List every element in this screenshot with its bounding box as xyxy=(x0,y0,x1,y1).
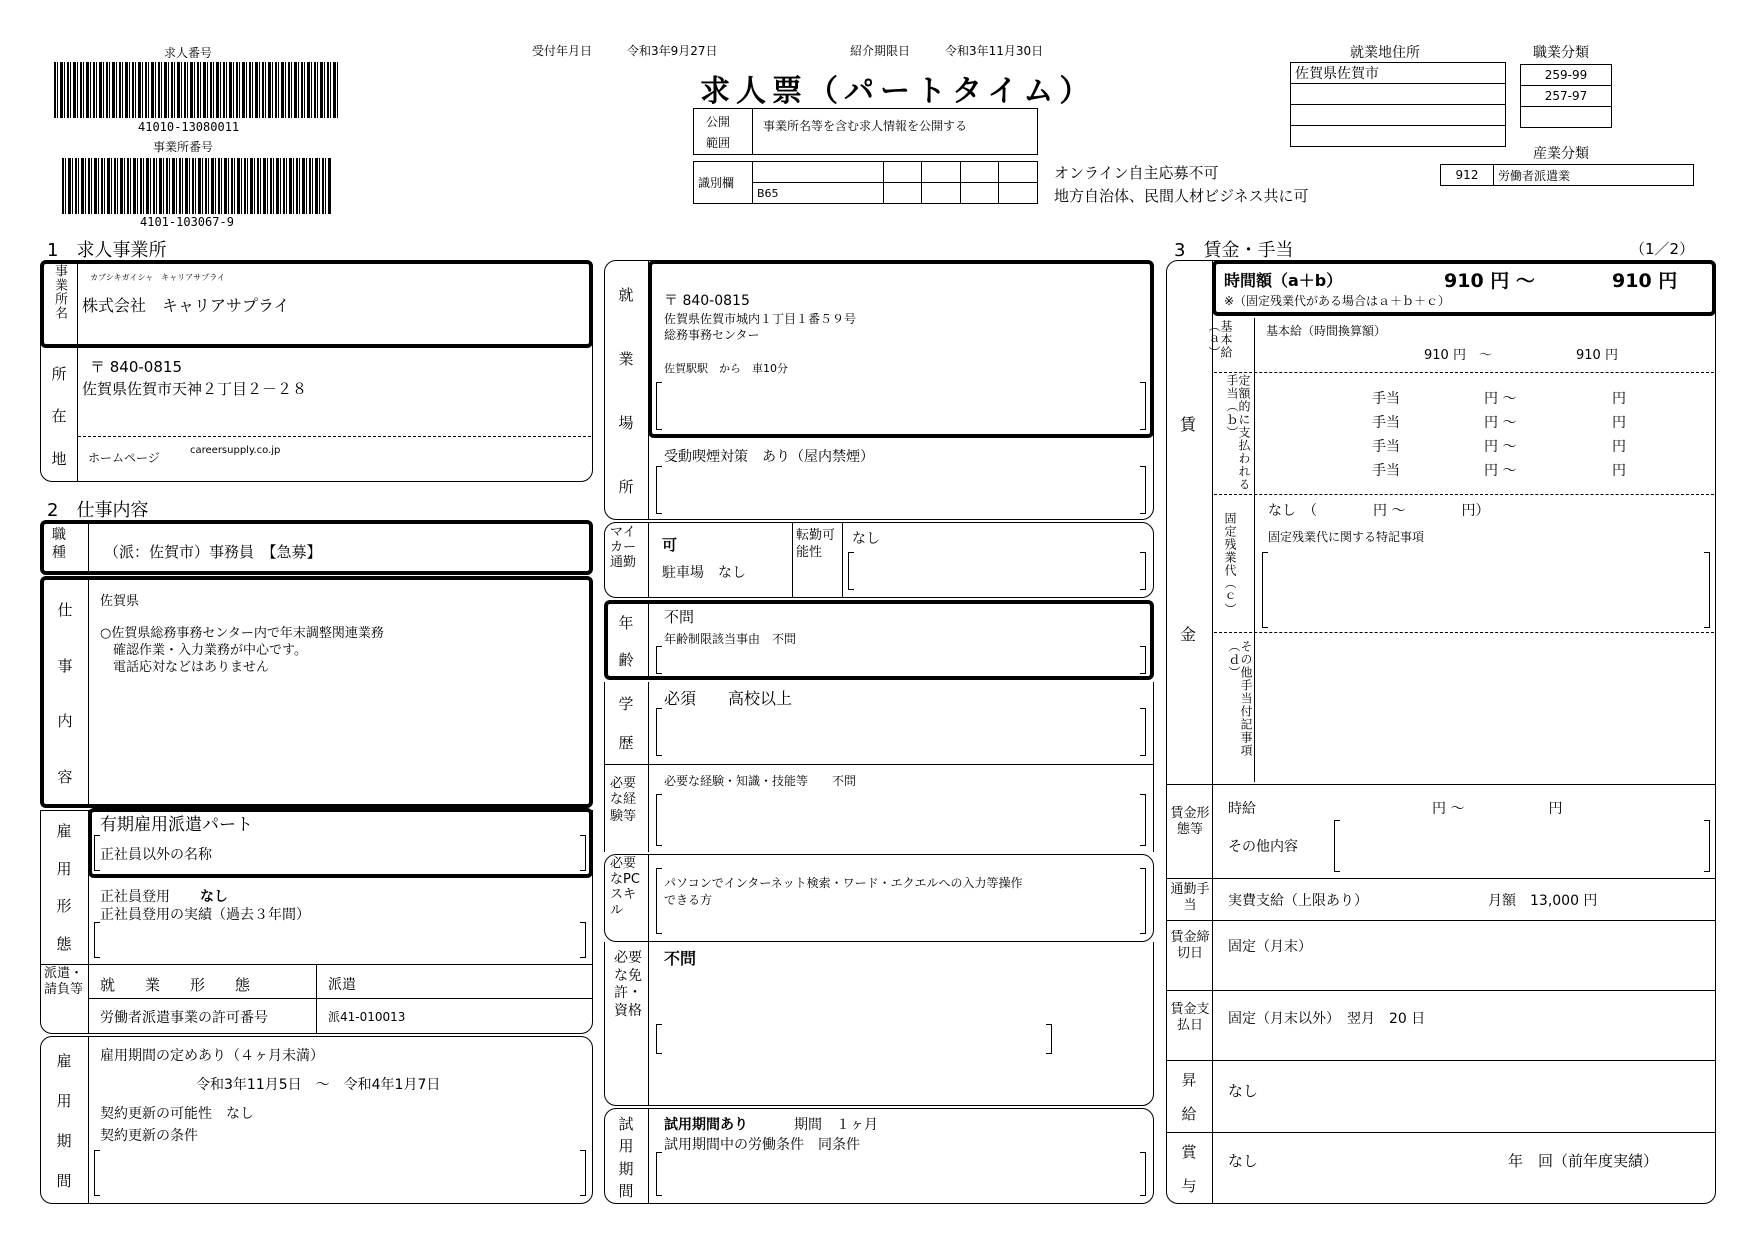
work-form: 派遣 xyxy=(328,977,356,993)
page-title: 求人票（パートタイム） xyxy=(700,74,1096,109)
work-address-label: 就業地住所 xyxy=(1350,45,1420,61)
office-number-barcode xyxy=(62,158,332,214)
employment-type: 有期雇用派遣パート xyxy=(100,815,253,835)
hourly-note: ※（固定残業代がある場合はａ＋ｂ＋ｃ） xyxy=(1224,294,1451,308)
other-label: その他手当付記事項（ｄ） xyxy=(1227,640,1253,757)
period-type: 雇用期間の定めあり（４ヶ月未満） xyxy=(100,1048,324,1064)
job-class-table xyxy=(1520,64,1612,128)
job-class-1: 259-99 xyxy=(1521,65,1612,86)
trial-cond: 試用期間中の労働条件 同条件 xyxy=(664,1137,860,1153)
online-note-1: オンライン自主応募不可 xyxy=(1054,164,1219,182)
age: 不問 xyxy=(664,608,695,626)
trial-label: 試 用 期 間 xyxy=(618,1114,634,1201)
ident-table xyxy=(693,161,1038,204)
parking: 駐車場 なし xyxy=(662,565,746,581)
job-number-barcode xyxy=(54,62,338,118)
company-name-label: 事業所名 xyxy=(52,264,67,320)
industry-code: 912 xyxy=(1441,165,1494,186)
edu-label: 学 歴 xyxy=(618,695,634,752)
company-postal: 〒 840-0815 xyxy=(90,358,182,376)
referral-deadline-label: 紹介期限日 xyxy=(850,44,911,58)
work-address: 佐賀県佐賀市 xyxy=(1291,63,1506,84)
other-content: その他内容 xyxy=(1228,839,1298,855)
permit-label: 労働者派遣事業の許可番号 xyxy=(100,1010,268,1026)
work-content-3: 確認作業・入力業務が中心です。 xyxy=(100,643,307,658)
exp-label: 必要な経験等 xyxy=(610,776,637,824)
regular-promo: なし xyxy=(200,889,228,905)
work-content-2: ○佐賀県総務事務センター内で年末調整関連業務 xyxy=(100,626,384,641)
smoking: 受動喫煙対策 あり（屋内禁煙） xyxy=(664,449,874,465)
allowance-2-from: 円 ～ xyxy=(1484,415,1517,431)
renewal-cond: 契約更新の条件 xyxy=(100,1128,198,1144)
homepage-label: ホームページ xyxy=(88,451,160,465)
reception-date: 令和3年9月27日 xyxy=(627,44,718,58)
renewal: 契約更新の可能性 なし xyxy=(100,1106,254,1122)
base-desc: 基本給（時間換算額） xyxy=(1266,324,1387,338)
regular-promo-label: 正社員登用 xyxy=(100,889,170,905)
allowance-3-from: 円 ～ xyxy=(1484,439,1517,455)
job-number-label: 求人番号 xyxy=(164,46,213,60)
publish-label-2: 範囲 xyxy=(706,136,731,150)
work-content-1: 佐賀県 xyxy=(100,594,140,609)
transfer-label: 転勤可能性 xyxy=(796,528,836,560)
base-max: 910 円 xyxy=(1576,348,1618,363)
pc-1: パソコンでインターネット検索・ワード・エクエルへの入力等操作 xyxy=(664,876,1023,890)
page-number: （1／2） xyxy=(1630,240,1695,258)
job-class-label: 職業分類 xyxy=(1533,45,1589,61)
work-content-box xyxy=(40,576,593,808)
publish-value: 事業所名等を含む求人情報を公開する xyxy=(763,119,968,133)
workplace-postal: 〒 840-0815 xyxy=(664,293,750,309)
age-label: 年 齢 xyxy=(618,614,634,669)
transfer: なし xyxy=(852,531,880,547)
dispatch-label: 派遣・請負等 xyxy=(44,966,84,998)
cutoff: 固定（月末） xyxy=(1228,939,1312,955)
allowance-4: 手当 xyxy=(1372,463,1400,479)
company-address: 佐賀県佐賀市天神２丁目２－２８ xyxy=(82,380,308,398)
section1-heading: 1 求人事業所 xyxy=(47,240,167,261)
online-note-2: 地方自治体、民間人材ビジネス共に可 xyxy=(1054,187,1309,205)
payday: 固定（月末以外） 翌月 20 日 xyxy=(1228,1011,1426,1027)
workplace-label: 就 業 場 所 xyxy=(618,285,634,496)
fixed-ot-note: 固定残業代に関する特記事項 xyxy=(1268,530,1425,544)
raise-label: 昇 給 xyxy=(1181,1070,1197,1123)
age-limit: 年齢制限該当事由 不問 xyxy=(664,632,797,646)
commute: 実費支給（上限あり） xyxy=(1228,893,1368,909)
work-form-label: 就 業 形 態 xyxy=(100,976,251,994)
trial: 試用期間あり xyxy=(664,1117,748,1133)
hourly-max: 910 円 xyxy=(1612,270,1678,292)
regular-record: 正社員登用の実績（過去３年間） xyxy=(100,907,310,923)
job-type: （派：佐賀市）事務員 【急募】 xyxy=(104,543,322,561)
allowance-4-yen: 円 xyxy=(1612,463,1626,479)
reception-date-label: 受付年月日 xyxy=(532,44,593,58)
period-label: 雇 用 期 間 xyxy=(56,1051,72,1190)
company-name-kana: カブシキガイシャ キャリアサプライ xyxy=(90,273,226,282)
fixed-ot-label: 固定残業代（ｃ） xyxy=(1223,512,1237,616)
work-content-label: 仕 事 内 容 xyxy=(57,601,73,786)
allowance-3: 手当 xyxy=(1372,439,1400,455)
company-address-label: 所 在 地 xyxy=(51,364,67,469)
allowance-2-yen: 円 xyxy=(1612,415,1626,431)
pc-2: できる方 xyxy=(664,893,713,907)
workplace-center: 総務事務センター xyxy=(664,328,760,342)
work-address-table xyxy=(1290,62,1506,147)
commute-amount: 月額 13,000 円 xyxy=(1488,893,1598,909)
hourly-min: 910 円 ～ xyxy=(1444,270,1535,292)
allowance-2: 手当 xyxy=(1372,415,1400,431)
industry-table xyxy=(1440,164,1694,186)
homepage-url[interactable]: careersupply.co.jp xyxy=(190,445,281,456)
allowance-1-yen: 円 xyxy=(1612,391,1626,407)
cutoff-label: 賃金締切日 xyxy=(1170,930,1210,961)
workplace-address: 佐賀県佐賀市城内１丁目１番５９号 xyxy=(664,312,857,326)
section3-heading: 3 賃金・手当 xyxy=(1174,240,1294,261)
permit: 派41-010013 xyxy=(328,1010,406,1024)
hourly-form-range: 円 ～ 円 xyxy=(1432,801,1563,817)
trial-period: 期間 １ヶ月 xyxy=(794,1117,878,1133)
wage-label-2: 金 xyxy=(1180,625,1197,644)
workplace-main-box xyxy=(648,260,1154,438)
base-label: 基本給（ａ） xyxy=(1207,320,1233,359)
work-content-4: 電話応対などはありません xyxy=(100,660,270,675)
license-label: 必要な免許・資格 xyxy=(614,950,642,1019)
payday-label: 賃金支払日 xyxy=(1170,1002,1210,1033)
raise: なし xyxy=(1228,1082,1259,1100)
allow-label: 定額的に支払われる手当（ｂ） xyxy=(1225,374,1251,491)
office-number: 4101-103067-9 xyxy=(140,215,234,229)
office-number-label: 事業所番号 xyxy=(153,140,214,154)
allowance-3-yen: 円 xyxy=(1612,439,1626,455)
non-regular-name: 正社員以外の名称 xyxy=(100,847,212,863)
exp: 必要な経験・知識・技能等 不問 xyxy=(664,774,857,788)
bonus: なし xyxy=(1228,1152,1259,1170)
fixed-ot: なし （ 円 ～ 円） xyxy=(1268,503,1490,519)
wage-label-1: 賃 xyxy=(1180,415,1197,434)
allowance-4-from: 円 ～ xyxy=(1484,463,1517,479)
pc-label: 必要なPCスキル xyxy=(610,856,640,918)
allowance-1-from: 円 ～ xyxy=(1484,391,1517,407)
industry-label: 産業分類 xyxy=(1533,146,1589,162)
referral-deadline: 令和3年11月30日 xyxy=(945,44,1044,58)
industry-name: 労働者派遣業 xyxy=(1494,165,1694,186)
bonus-times: 年 回（前年度実績） xyxy=(1508,1152,1659,1170)
publish-label-1: 公開 xyxy=(706,115,731,129)
period-range: 令和3年11月5日 ～ 令和4年1月7日 xyxy=(196,1077,441,1093)
allowance-1: 手当 xyxy=(1372,391,1400,407)
base-min: 910 円 ～ xyxy=(1424,348,1492,363)
ident-code: B65 xyxy=(753,183,884,204)
hourly-form: 時給 xyxy=(1228,801,1256,817)
job-type-label: 職 種 xyxy=(52,527,66,562)
bonus-label: 賞 与 xyxy=(1181,1142,1197,1195)
license: 不問 xyxy=(664,949,697,968)
job-class-2: 257-97 xyxy=(1521,86,1612,107)
hourly-label: 時間額（a＋b） xyxy=(1224,271,1343,290)
job-number: 41010-13080011 xyxy=(138,120,240,134)
workplace-access: 佐賀駅駅 から 車10分 xyxy=(664,362,788,375)
company-name: 株式会社 キャリアサプライ xyxy=(82,296,290,315)
commute-label: 通勤手当 xyxy=(1170,882,1210,913)
car: 可 xyxy=(662,536,678,554)
ident-label: 識別欄 xyxy=(694,162,753,204)
form-label: 賃金形態等 xyxy=(1170,806,1210,837)
car-label: マイカー通勤 xyxy=(610,525,637,570)
employment-label: 雇 用 形 態 xyxy=(56,822,72,953)
edu: 必須 高校以上 xyxy=(664,689,793,708)
section2-heading: 2 仕事内容 xyxy=(47,500,149,521)
